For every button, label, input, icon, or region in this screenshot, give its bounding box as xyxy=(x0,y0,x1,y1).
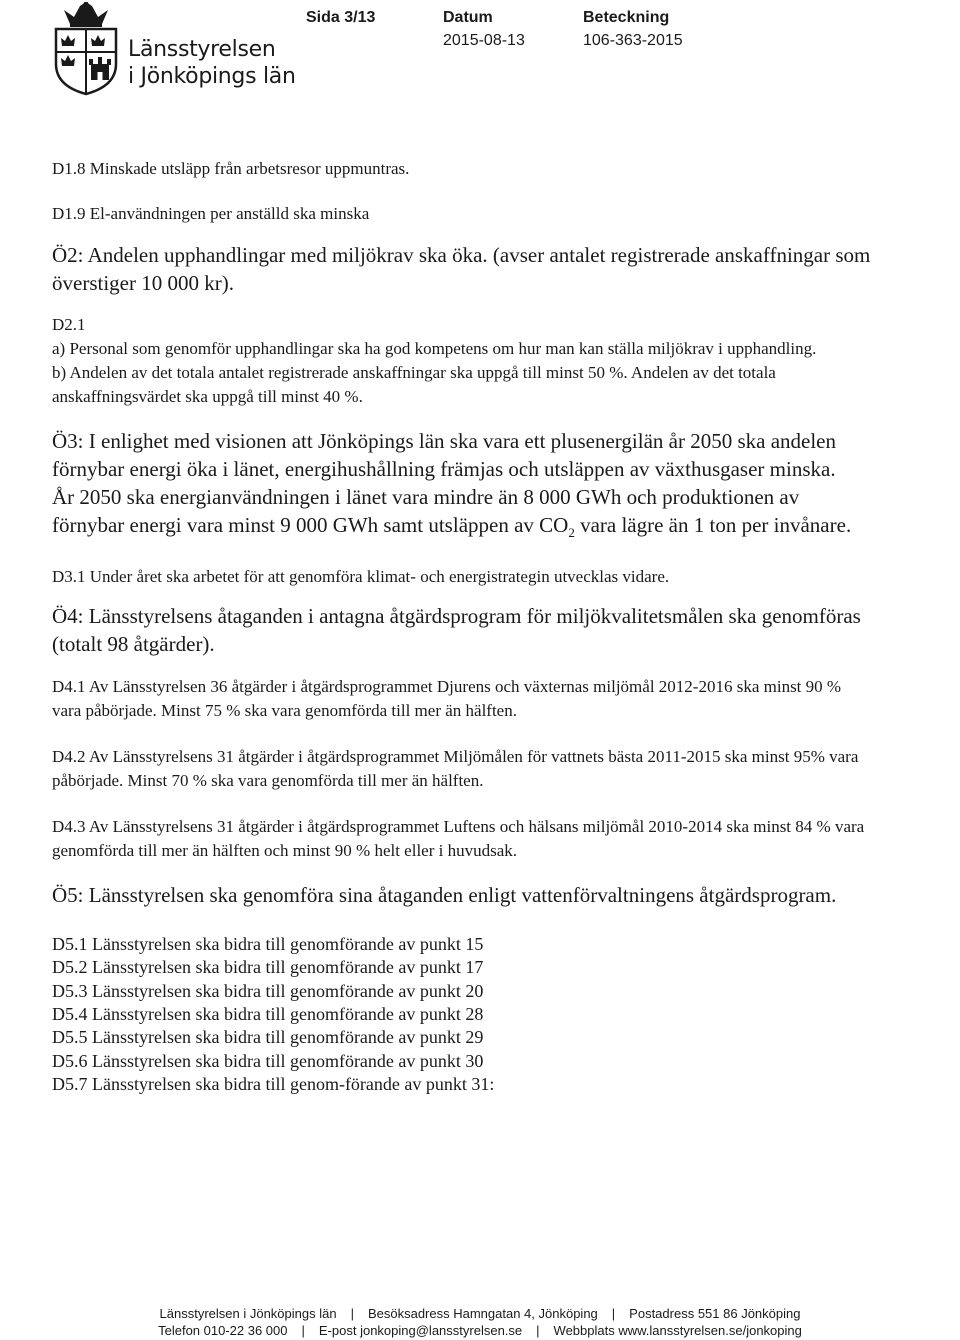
item-d3-1: D3.1 Under året ska arbetet för att genomföra klimat- och energistrategin utvecklas vidare. xyxy=(52,567,670,587)
document-body xyxy=(52,157,872,1096)
date-label: Datum xyxy=(443,9,493,26)
list-item: D5.1 Länsstyrelsen ska bidra till genomförande av punkt 15 xyxy=(52,934,484,955)
goal-o3-target-text: År 2050 ska energianvändningen i länet vara mindre än 8 000 GWh och produktionen av förnybar energi vara minst 9 000 GWh samt utsläppen av CO xyxy=(52,485,800,537)
page-number xyxy=(306,8,375,27)
d5-list xyxy=(52,933,872,1096)
goal-o3-target-text-end: vara lägre än 1 ton per invånare. xyxy=(580,513,852,537)
list-item: D5.3 Länsstyrelsen ska bidra till genomförande av punkt 20 xyxy=(52,980,484,1001)
footer-postal-address: Postadress 551 86 Jönköping xyxy=(629,1306,801,1321)
goal-o2: Ö2: Andelen upphandlingar med miljökrav ska öka. (avser antalet registrerade anskaffningar som överstiger 10 000 kr). xyxy=(52,243,871,295)
date-block xyxy=(443,8,525,50)
footer-website: Webbplats www.lansstyrelsen.se/jonkoping xyxy=(553,1323,802,1338)
item-d4-1: D4.1 Av Länsstyrelsen 36 åtgärder i åtgärdsprogrammet Djurens och växternas miljömål 2012-2016 ska minst 90 % vara påbörjade. Minst 75 % ska vara genomförda till mer än hälften. xyxy=(52,677,842,721)
footer-separator: | xyxy=(301,1323,305,1338)
item-d2-1-heading: D2.1 xyxy=(52,315,86,334)
footer-separator: | xyxy=(611,1306,616,1321)
footer-line-1 xyxy=(0,1305,960,1323)
footer-org: Länsstyrelsen i Jönköpings län xyxy=(159,1306,337,1321)
footer-email: E-post jonkoping@lansstyrelsen.se xyxy=(318,1323,523,1338)
co2-subscript: 2 xyxy=(568,525,575,541)
coat-of-arms-logo xyxy=(50,2,122,96)
organization-name-line2: i Jönköpings län xyxy=(128,64,296,89)
organization-name-line1: Länsstyrelsen xyxy=(128,37,276,62)
goal-o4: Ö4: Länsstyrelsens åtaganden i antagna åtgärdsprogram för miljökvalitetsmålen ska genomföras (totalt 98 åtgärder). xyxy=(52,604,861,657)
item-d1-8: D1.8 Minskade utsläpp från arbetsresor uppmuntras. xyxy=(52,159,410,178)
reference-block xyxy=(583,8,683,50)
list-item: D5.5 Länsstyrelsen ska bidra till genomförande av punkt 29 xyxy=(52,1027,484,1048)
item-d4-3: D4.3 Av Länsstyrelsens 31 åtgärder i åtgärdsprogrammet Luftens och hälsans miljömål 2010-2014 ska minst 84 % vara genomförda till mer än hälften och minst 90 % helt eller i huvudsak. xyxy=(52,817,865,861)
item-d2-1-b: b) Andelen av det totala antalet registrerade anskaffningar ska uppgå till minst 50 %. Andelen av det totala anskaffningsvärdet ska uppgå till minst 40 %. xyxy=(52,363,776,406)
item-d1-9: D1.9 El-användningen per anställd ska minska xyxy=(52,204,370,223)
item-d2-1-a: a) Personal som genomför upphandlingar ska ha god kompetens om hur man kan ställa miljökrav i upphandling. xyxy=(52,339,817,358)
footer-line-2 xyxy=(0,1322,960,1340)
footer-visit-address: Besöksadress Hamngatan 4, Jönköping xyxy=(367,1306,598,1321)
item-d4-2: D4.2 Av Länsstyrelsens 31 åtgärder i åtgärdsprogrammet Miljömålen för vattnets bästa 2011-2015 ska minst 95% vara påbörjade. Minst 70 % ska vara genomförda till mer än hälften. xyxy=(52,747,859,791)
goal-o5: Ö5: Länsstyrelsen ska genomföra sina åtaganden enligt vattenförvaltningens åtgärdsprogram. xyxy=(52,883,837,908)
list-item: D5.2 Länsstyrelsen ska bidra till genomförande av punkt 17 xyxy=(52,957,484,978)
reference-value: 106-363-2015 xyxy=(583,32,683,49)
footer-phone: Telefon 010-22 36 000 xyxy=(158,1323,288,1338)
footer-separator: | xyxy=(350,1306,354,1321)
footer-separator: | xyxy=(536,1323,540,1338)
goal-o3: Ö3: I enlighet med visionen att Jönköpings län ska vara ett plusenergilän år 2050 ska andelen förnybar energi öka i länet, energihushållning främjas och utsläppen av växthusgaser minska. xyxy=(52,429,837,481)
list-item: D5.4 Länsstyrelsen ska bidra till genomförande av punkt 28 xyxy=(52,1004,484,1025)
list-item: D5.7 Länsstyrelsen ska bidra till genom-förande av punkt 31: xyxy=(52,1073,495,1094)
reference-label: Beteckning xyxy=(583,9,670,26)
page-label: Sida 3/13 xyxy=(306,9,376,26)
date-value: 2015-08-13 xyxy=(443,32,525,49)
goal-o3-target xyxy=(52,483,872,547)
list-item: D5.6 Länsstyrelsen ska bidra till genomförande av punkt 30 xyxy=(52,1050,484,1071)
